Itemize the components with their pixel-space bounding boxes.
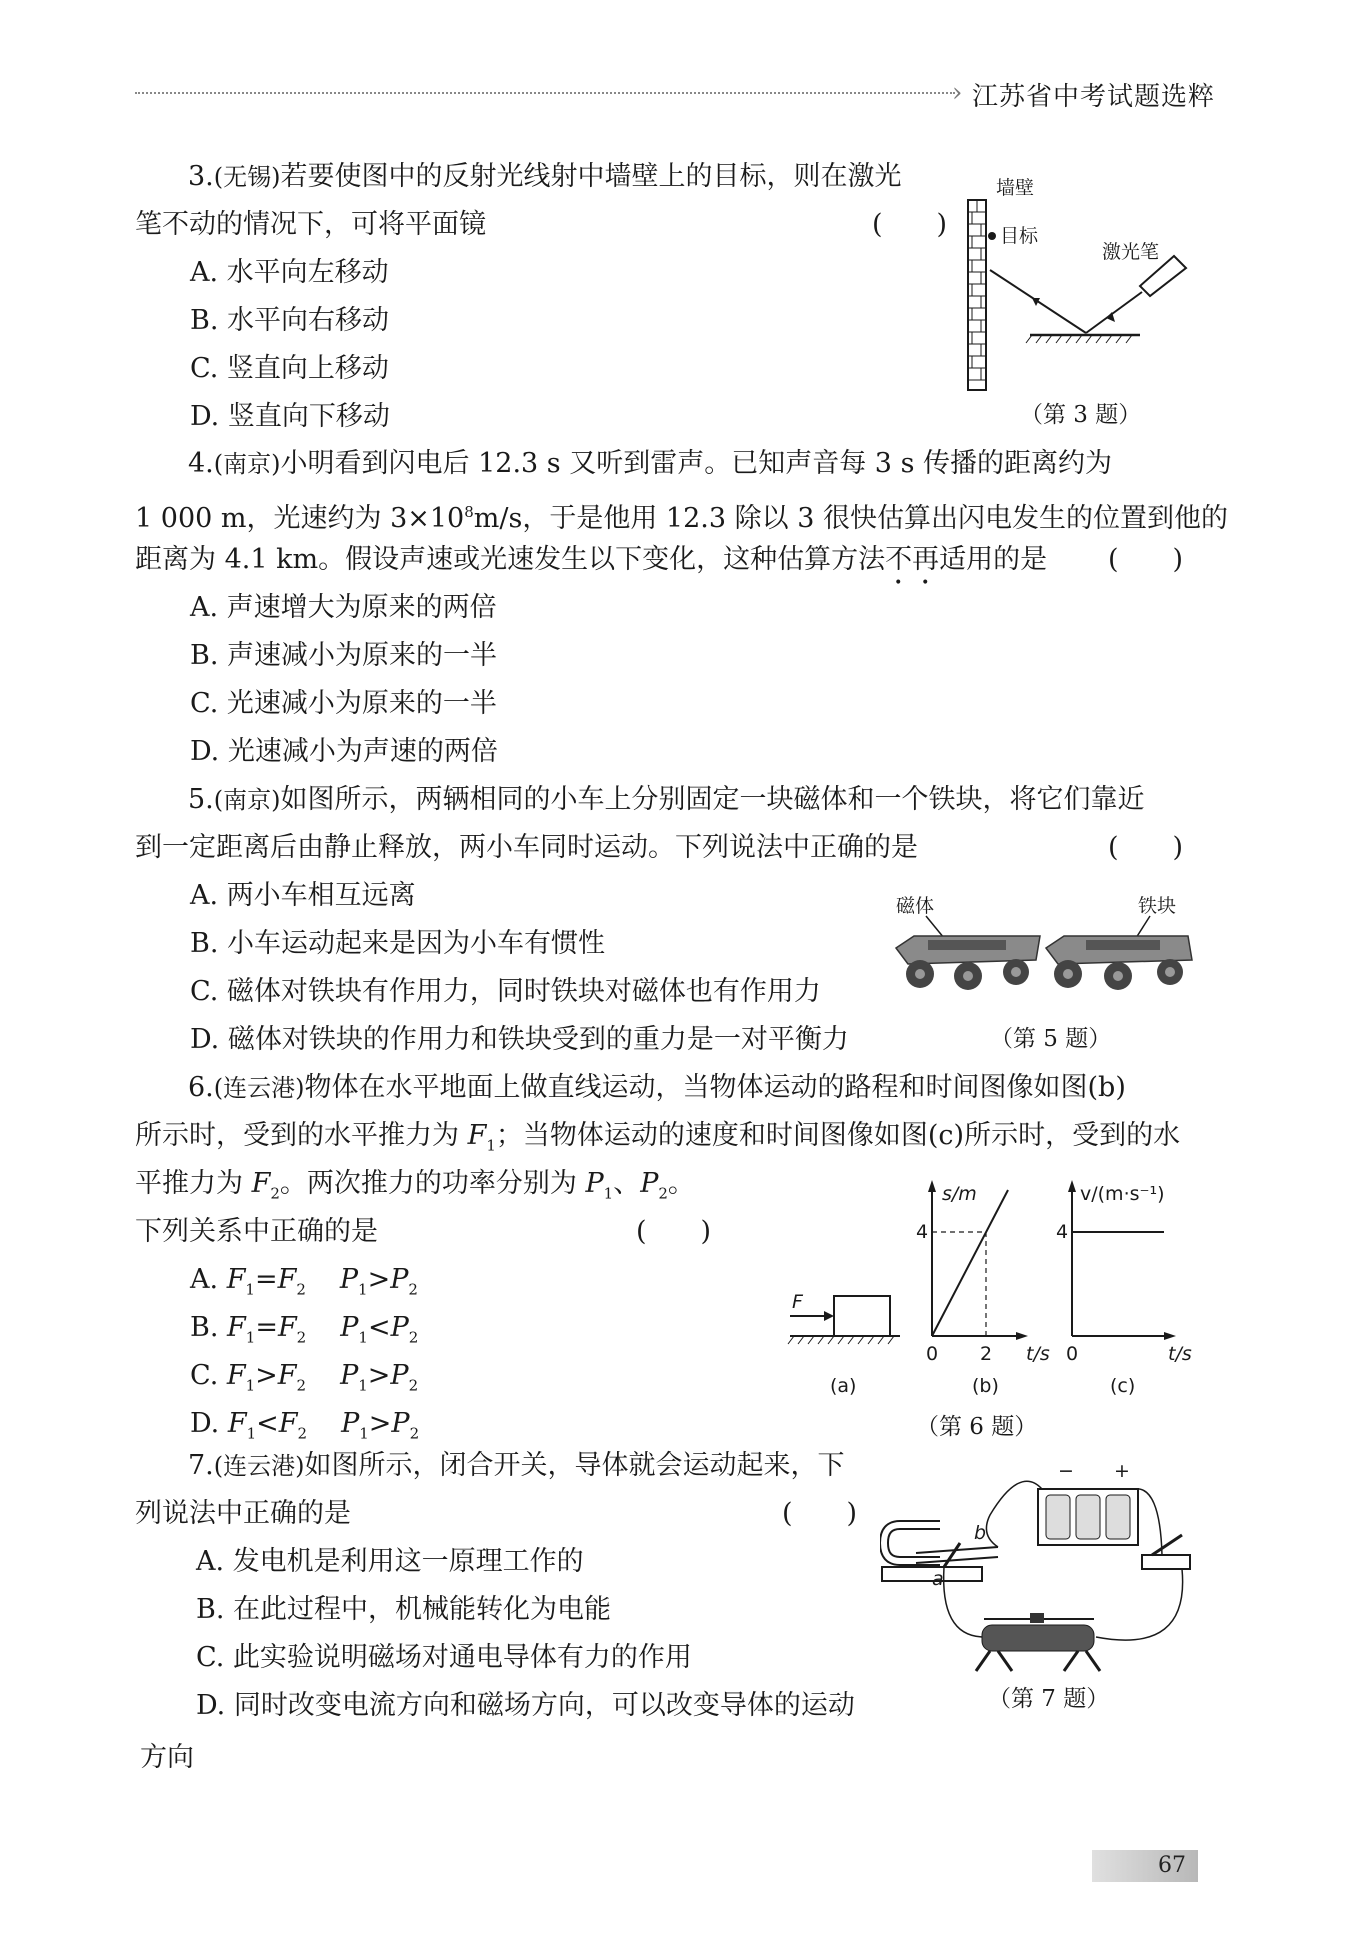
conductor-rod-icon [944, 1543, 960, 1567]
q6-var: F [227, 1312, 246, 1343]
q5-option-d: D. 磁体对铁块的作用力和铁块受到的重力是一对平衡力 [190, 1024, 849, 1055]
graph-b-line [932, 1190, 1008, 1336]
q4-text2a: 1 000 m，光速约为 3×10 [135, 503, 465, 534]
q7-text1: 如图所示，闭合开关，导体就会运动起来，下 [304, 1450, 845, 1481]
q4-line2 [135, 488, 1228, 543]
label-b: b [974, 1522, 987, 1544]
q6-relation: > [255, 1360, 278, 1391]
q3-caption: （第 3 题） [1020, 402, 1142, 428]
q6-sub: 2 [409, 1424, 420, 1443]
page-number: 67 [1158, 1853, 1186, 1878]
q6-sub: 2 [296, 1280, 306, 1299]
q6-var: F [277, 1312, 297, 1343]
q6-text2b: ；当物体运动的速度和时间图像如图(c)所示时，受到的水 [495, 1120, 1181, 1151]
q6-option-letter: D. [190, 1408, 220, 1439]
q6-var: P [340, 1312, 359, 1343]
q6-sub: 2 [408, 1328, 419, 1347]
q7-option-d-continued: 方向 [140, 1742, 194, 1773]
laser-label: 激光笔 [1102, 241, 1160, 263]
q6-var: P [390, 1264, 409, 1295]
q6-relation: > [367, 1360, 391, 1391]
graph-b-xlabel: t/s [1026, 1343, 1050, 1365]
q6-sub: 1 [246, 1424, 257, 1443]
q6-relation: > [368, 1408, 392, 1439]
q6-relation: = [255, 1312, 278, 1343]
graph-b-x-arrow-icon [1016, 1332, 1028, 1340]
q6-text3b: 。两次推力的功率分别为 [279, 1168, 586, 1199]
cart-magnet-icon [896, 936, 1040, 990]
graph-b-y-arrow-icon [928, 1180, 936, 1192]
q6-figure [780, 1170, 1200, 1395]
q5-source: (南京) [213, 786, 281, 814]
q6-number: 6. [188, 1072, 214, 1103]
mirror-icon [1026, 335, 1140, 343]
q3-option-d: D. 竖直向下移动 [190, 401, 390, 432]
q4-answer-bracket: ( ) [1108, 544, 1184, 575]
q6-relation: = [254, 1264, 278, 1295]
q5-caption: （第 5 题） [990, 1026, 1112, 1052]
q4-option-c: C. 光速减小为原来的一半 [190, 688, 497, 719]
q6-sub: 1 [245, 1328, 256, 1347]
graph-c-xlabel: t/s [1168, 1343, 1192, 1365]
header-dotted-rule [135, 92, 955, 94]
force-arrowhead-icon [824, 1311, 834, 1321]
q6-var: F [226, 1264, 246, 1295]
q6-var: F [227, 1408, 247, 1439]
q6-relation: > [367, 1264, 391, 1295]
q6-sub: 2 [658, 1184, 668, 1203]
q6-var-p2: P [640, 1168, 659, 1199]
q7-answer-bracket: ( ) [782, 1498, 858, 1529]
q6-var-f1: F [467, 1120, 487, 1151]
cart-iron-icon [1046, 936, 1192, 990]
battery-icon [1038, 1489, 1138, 1545]
q6-text1: 物体在水平地面上做直线运动，当物体运动的路程和时间图像如图(b) [304, 1072, 1126, 1103]
graph-b-ytick: 4 [916, 1221, 929, 1243]
q6-option-letter: A. [190, 1264, 219, 1295]
q5-line1 [188, 776, 1145, 824]
q4-option-b: B. 声速减小为原来的一半 [190, 640, 498, 671]
iron-label: 铁块 [1138, 895, 1177, 917]
target-dot-icon [988, 232, 996, 240]
target-label: 目标 [1000, 225, 1039, 247]
q7-number: 7. [188, 1450, 214, 1481]
q6-sub: 1 [245, 1280, 255, 1299]
graph-b-ylabel: s/m [942, 1183, 977, 1205]
q5-number: 5. [188, 784, 214, 815]
q5-option-c: C. 磁体对铁块有作用力，同时铁块对磁体也有作用力 [190, 976, 821, 1007]
q6-sub: 2 [408, 1280, 418, 1299]
graph-b-xtick: 2 [980, 1343, 993, 1365]
q3-text1: 若要使图中的反射光线射中墙壁上的目标，则在激光 [280, 161, 902, 192]
q7-caption: （第 7 题） [988, 1686, 1110, 1712]
q6-sub: 1 [358, 1376, 368, 1395]
q4-text2b: m/s，于是他用 12.3 除以 3 很快估算出闪电发生的位置到他的 [473, 503, 1228, 534]
q6-sub: 1 [603, 1184, 614, 1203]
q4-line1 [188, 440, 1112, 488]
q4-option-a: A. 声速增大为原来的两倍 [190, 592, 497, 623]
q4-source: (南京) [213, 450, 281, 478]
q5-text1: 如图所示，两辆相同的小车上分别固定一块磁体和一个铁块，将它们靠近 [280, 784, 1145, 815]
q6-sub: 2 [296, 1328, 307, 1347]
q6-var: P [390, 1360, 409, 1391]
q3-answer-bracket: ( ) [872, 209, 948, 240]
q4-text3a: 距离为 4.1 km。假设声速或光速发生以下变化，这种估算方法 [135, 544, 886, 575]
battery-plus-label: + [1114, 1460, 1130, 1482]
q7-line1 [188, 1442, 845, 1490]
q6-var: F [278, 1408, 298, 1439]
q6-subcaption-a: (a) [830, 1375, 857, 1395]
q6-answer-bracket: ( ) [636, 1216, 712, 1247]
block-diagram [788, 1291, 900, 1344]
force-label: F [792, 1291, 803, 1313]
block-icon [834, 1296, 890, 1336]
q5-option-a: A. 两小车相互远离 [190, 880, 416, 911]
q3-number: 3. [188, 161, 214, 192]
q7-line2: 列说法中正确的是 [135, 1498, 351, 1529]
q7-option-a: A. 发电机是利用这一原理工作的 [196, 1546, 584, 1577]
label-a: a [932, 1568, 944, 1590]
graph-b-origin: 0 [926, 1343, 939, 1365]
graph-c [1056, 1180, 1192, 1365]
q5-answer-bracket: ( ) [1108, 832, 1184, 863]
graph-c-x-arrow-icon [1164, 1332, 1176, 1340]
battery-minus-label: − [1058, 1460, 1074, 1482]
q4-option-d: D. 光速减小为声速的两倍 [190, 736, 498, 767]
q7-figure [880, 1455, 1200, 1685]
q7-option-d: D. 同时改变电流方向和磁场方向，可以改变导体的运动 [196, 1690, 855, 1721]
rheostat-icon [976, 1613, 1100, 1671]
q6-var-p1: P [585, 1168, 604, 1199]
graph-c-origin: 0 [1066, 1343, 1079, 1365]
q6-line1 [188, 1064, 1126, 1112]
q6-sub: 1 [358, 1280, 368, 1299]
q6-var: P [340, 1360, 359, 1391]
magnet-label: 磁体 [896, 895, 935, 917]
q6-var: P [341, 1408, 360, 1439]
q6-option-letter: B. [190, 1312, 219, 1343]
q6-sub: 2 [296, 1376, 307, 1395]
q6-subcaption-b: (b) [972, 1375, 999, 1395]
q3-line1 [188, 153, 902, 201]
q4-line3 [135, 536, 1047, 591]
q4-number: 4. [188, 448, 214, 479]
q6-text3c: 、 [613, 1168, 641, 1199]
q7-option-c: C. 此实验说明磁场对通电导体有力的作用 [196, 1642, 692, 1673]
q4-emphasis: 不再 [885, 544, 940, 575]
graph-c-y-arrow-icon [1068, 1180, 1076, 1192]
q4-exponent: 8 [464, 503, 474, 521]
q6-caption: （第 6 题） [916, 1414, 1038, 1440]
q3-source: (无锡) [213, 163, 281, 191]
q6-sub: 1 [358, 1328, 368, 1347]
q6-relation: < [256, 1408, 279, 1439]
q6-line4: 下列关系中正确的是 [135, 1216, 378, 1247]
graph-b [916, 1180, 1050, 1365]
q6-var: F [226, 1360, 246, 1391]
q3-option-a: A. 水平向左移动 [190, 257, 389, 288]
q6-sub: 1 [245, 1376, 256, 1395]
q6-var: F [277, 1360, 297, 1391]
q6-sub: 1 [359, 1424, 369, 1443]
q6-var: P [390, 1312, 409, 1343]
switch-icon [1142, 1535, 1190, 1569]
q6-text2a: 所示时，受到的水平推力为 [135, 1120, 468, 1151]
q6-subcaption-c: (c) [1110, 1375, 1136, 1395]
q5-option-b: B. 小车运动起来是因为小车有惯性 [190, 928, 606, 959]
laser-beam-icon [990, 270, 1142, 333]
header-arrow-icon: › [952, 78, 963, 108]
q6-sub: 2 [270, 1184, 280, 1203]
graph-c-ylabel: v/(m·s⁻¹) [1080, 1183, 1165, 1205]
q4-text1: 小明看到闪电后 12.3 s 又听到雷声。已知声音每 3 s 传播的距离约为 [280, 448, 1113, 479]
q6-option-letter: C. [190, 1360, 219, 1391]
q6-sub: 2 [408, 1376, 419, 1395]
wall-icon [968, 200, 986, 390]
q6-relation: < [367, 1312, 391, 1343]
q6-sub: 1 [486, 1136, 496, 1155]
wall-label: 墙壁 [996, 177, 1035, 199]
q4-text3b: 适用的是 [939, 544, 1048, 575]
q3-line2: 笔不动的情况下，可将平面镜 [135, 209, 486, 240]
q5-figure [888, 890, 1198, 1020]
q6-var-f2: F [251, 1168, 271, 1199]
q6-text3a: 平推力为 [135, 1168, 252, 1199]
q5-line2: 到一定距离后由静止释放，两小车同时运动。下列说法中正确的是 [135, 832, 918, 863]
q6-source: (连云港) [213, 1074, 305, 1102]
q6-var: F [277, 1264, 297, 1295]
q6-text3d: 。 [667, 1168, 695, 1199]
q3-figure [960, 170, 1200, 400]
q6-sub: 2 [297, 1424, 308, 1443]
q3-option-b: B. 水平向右移动 [190, 305, 390, 336]
q6-var: P [339, 1264, 359, 1295]
q6-var: P [391, 1408, 410, 1439]
header-title: 江苏省中考试题选粹 [972, 82, 1216, 112]
q7-source: (连云港) [213, 1452, 305, 1480]
q7-option-b: B. 在此过程中，机械能转化为电能 [196, 1594, 612, 1625]
q3-option-c: C. 竖直向上移动 [190, 353, 389, 384]
graph-c-ytick: 4 [1056, 1221, 1069, 1243]
